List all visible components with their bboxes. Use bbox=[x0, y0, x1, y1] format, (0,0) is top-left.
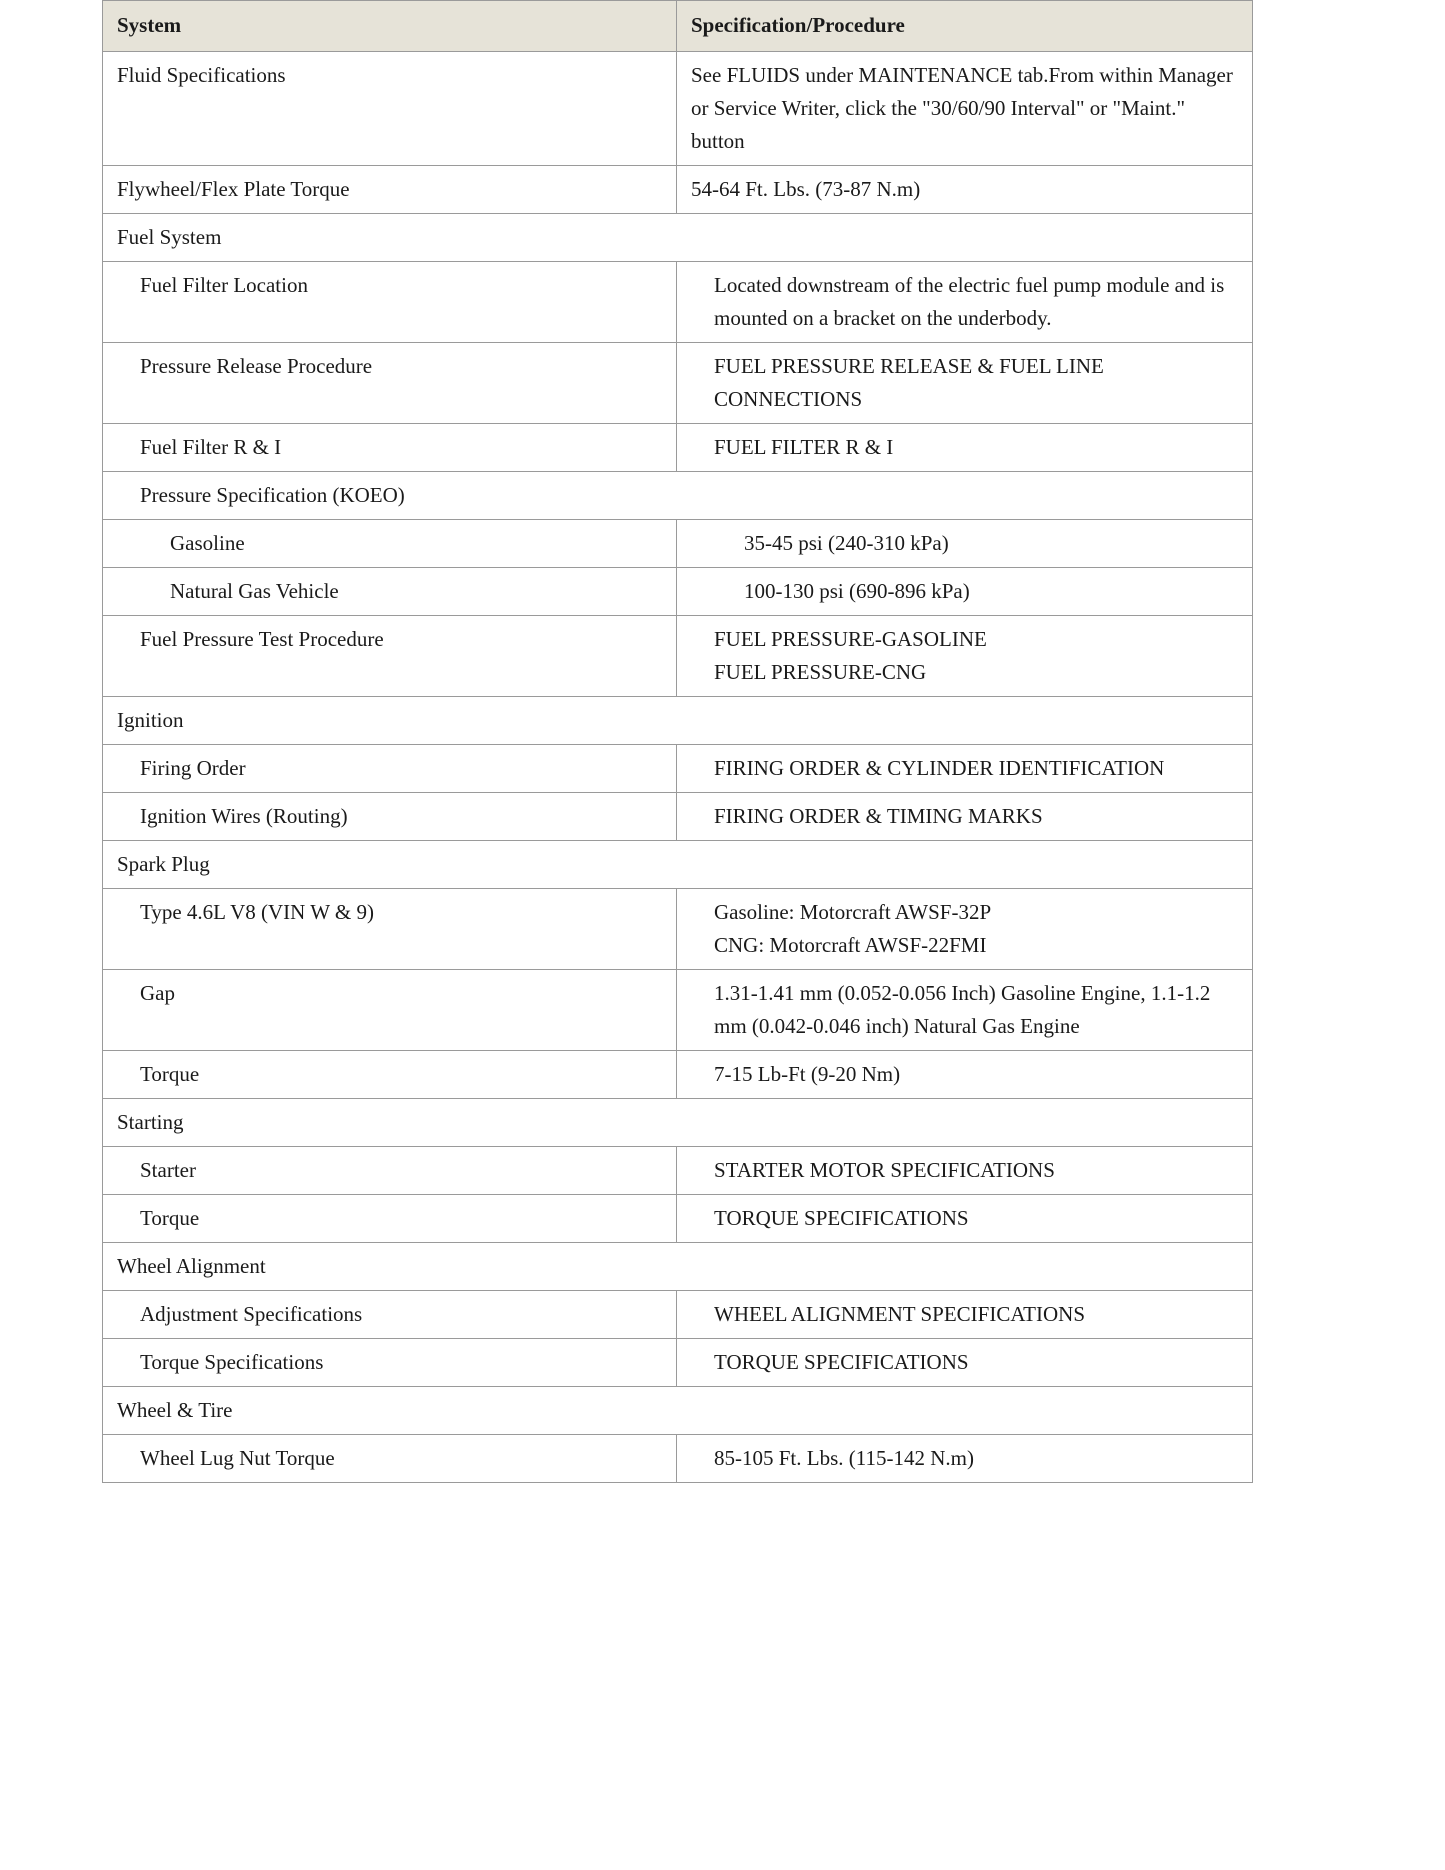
system-cell: Gasoline bbox=[103, 520, 677, 568]
table-row bbox=[103, 793, 1253, 841]
header-row bbox=[103, 1, 1253, 52]
section-row bbox=[103, 214, 1253, 262]
spec-text: FUEL FILTER R & I bbox=[714, 435, 894, 459]
spec-cell bbox=[677, 1435, 1253, 1483]
spec-text: Located downstream of the electric fuel pump module and is mounted on a bracket on the underbody. bbox=[714, 273, 1225, 330]
spec-text: FUEL PRESSURE-GASOLINE bbox=[714, 627, 987, 651]
spec-text: TORQUE SPECIFICATIONS bbox=[714, 1206, 969, 1230]
system-cell: Natural Gas Vehicle bbox=[103, 568, 677, 616]
specifications-table bbox=[102, 0, 1253, 1483]
spec-cell bbox=[677, 1147, 1253, 1195]
system-cell: Pressure Release Procedure bbox=[103, 343, 677, 424]
spec-cell bbox=[677, 568, 1253, 616]
section-heading: Pressure Specification (KOEO) bbox=[103, 472, 1253, 520]
table-row bbox=[103, 616, 1253, 697]
spec-cell bbox=[677, 520, 1253, 568]
spec-cell bbox=[677, 889, 1253, 970]
table-header bbox=[103, 1, 1253, 52]
section-heading: Wheel & Tire bbox=[103, 1387, 1253, 1435]
section-row bbox=[103, 1099, 1253, 1147]
spec-text: 100-130 psi (690-896 kPa) bbox=[744, 579, 970, 603]
spec-cell bbox=[677, 262, 1253, 343]
header-specification: Specification/Procedure bbox=[677, 1, 1253, 52]
table-row bbox=[103, 424, 1253, 472]
system-cell: Adjustment Specifications bbox=[103, 1291, 677, 1339]
section-row bbox=[103, 472, 1253, 520]
spec-text: FIRING ORDER & TIMING MARKS bbox=[714, 804, 1043, 828]
spec-text: STARTER MOTOR SPECIFICATIONS bbox=[714, 1158, 1055, 1182]
system-cell: Fuel Pressure Test Procedure bbox=[103, 616, 677, 697]
table-row bbox=[103, 568, 1253, 616]
table-row bbox=[103, 1147, 1253, 1195]
table-row bbox=[103, 745, 1253, 793]
section-heading: Wheel Alignment bbox=[103, 1243, 1253, 1291]
section-heading: Starting bbox=[103, 1099, 1253, 1147]
table-row bbox=[103, 166, 1253, 214]
table-row bbox=[103, 970, 1253, 1051]
spec-cell bbox=[677, 343, 1253, 424]
spec-text: FIRING ORDER & CYLINDER IDENTIFICATION bbox=[714, 756, 1165, 780]
system-cell: Firing Order bbox=[103, 745, 677, 793]
system-cell: Type 4.6L V8 (VIN W & 9) bbox=[103, 889, 677, 970]
spec-text: 54-64 Ft. Lbs. (73-87 N.m) bbox=[691, 177, 921, 201]
spec-text: WHEEL ALIGNMENT SPECIFICATIONS bbox=[714, 1302, 1085, 1326]
section-row bbox=[103, 1243, 1253, 1291]
table-row bbox=[103, 889, 1253, 970]
system-cell: Torque bbox=[103, 1195, 677, 1243]
system-cell: Fluid Specifications bbox=[103, 52, 677, 166]
spec-text: 85-105 Ft. Lbs. (115-142 N.m) bbox=[714, 1446, 974, 1470]
system-cell: Fuel Filter R & I bbox=[103, 424, 677, 472]
spec-cell bbox=[677, 745, 1253, 793]
section-row bbox=[103, 1387, 1253, 1435]
spec-cell bbox=[677, 1339, 1253, 1387]
table-row bbox=[103, 343, 1253, 424]
system-cell: Torque Specifications bbox=[103, 1339, 677, 1387]
spec-text: 1.31-1.41 mm (0.052-0.056 Inch) Gasoline Engine, 1.1-1.2 mm (0.042-0.046 inch) Natural Gas Engine bbox=[714, 981, 1211, 1038]
system-cell: Wheel Lug Nut Torque bbox=[103, 1435, 677, 1483]
section-heading: Ignition bbox=[103, 697, 1253, 745]
system-cell: Ignition Wires (Routing) bbox=[103, 793, 677, 841]
spec-text: 7-15 Lb-Ft (9-20 Nm) bbox=[714, 1062, 901, 1086]
header-system: System bbox=[103, 1, 677, 52]
table-row bbox=[103, 520, 1253, 568]
system-cell: Fuel Filter Location bbox=[103, 262, 677, 343]
spec-cell bbox=[677, 793, 1253, 841]
table-row bbox=[103, 1435, 1253, 1483]
spec-cell bbox=[677, 52, 1253, 166]
spec-cell bbox=[677, 166, 1253, 214]
system-cell: Flywheel/Flex Plate Torque bbox=[103, 166, 677, 214]
section-heading: Fuel System bbox=[103, 214, 1253, 262]
spec-cell bbox=[677, 1291, 1253, 1339]
table-row bbox=[103, 262, 1253, 343]
table-row bbox=[103, 1195, 1253, 1243]
spec-text: See FLUIDS under MAINTENANCE tab.From within Manager or Service Writer, click the "30/60/90 Interval" or "Maint." button bbox=[691, 63, 1233, 153]
table-row bbox=[103, 1051, 1253, 1099]
spec-cell bbox=[677, 1051, 1253, 1099]
spec-cell bbox=[677, 1195, 1253, 1243]
spec-text: FUEL PRESSURE RELEASE & FUEL LINE CONNECTIONS bbox=[714, 354, 1104, 411]
spec-text: FUEL PRESSURE-CNG bbox=[714, 660, 927, 684]
section-heading: Spark Plug bbox=[103, 841, 1253, 889]
section-row bbox=[103, 841, 1253, 889]
spec-text: CNG: Motorcraft AWSF-22FMI bbox=[714, 933, 987, 957]
spec-cell bbox=[677, 424, 1253, 472]
spec-cell bbox=[677, 970, 1253, 1051]
spec-text: 35-45 psi (240-310 kPa) bbox=[744, 531, 949, 555]
table-row bbox=[103, 1339, 1253, 1387]
system-cell: Gap bbox=[103, 970, 677, 1051]
table-body bbox=[103, 52, 1253, 1483]
table-row bbox=[103, 1291, 1253, 1339]
spec-text: TORQUE SPECIFICATIONS bbox=[714, 1350, 969, 1374]
spec-text: Gasoline: Motorcraft AWSF-32P bbox=[714, 900, 992, 924]
section-row bbox=[103, 697, 1253, 745]
table-row bbox=[103, 52, 1253, 166]
spec-cell bbox=[677, 616, 1253, 697]
system-cell: Torque bbox=[103, 1051, 677, 1099]
system-cell: Starter bbox=[103, 1147, 677, 1195]
